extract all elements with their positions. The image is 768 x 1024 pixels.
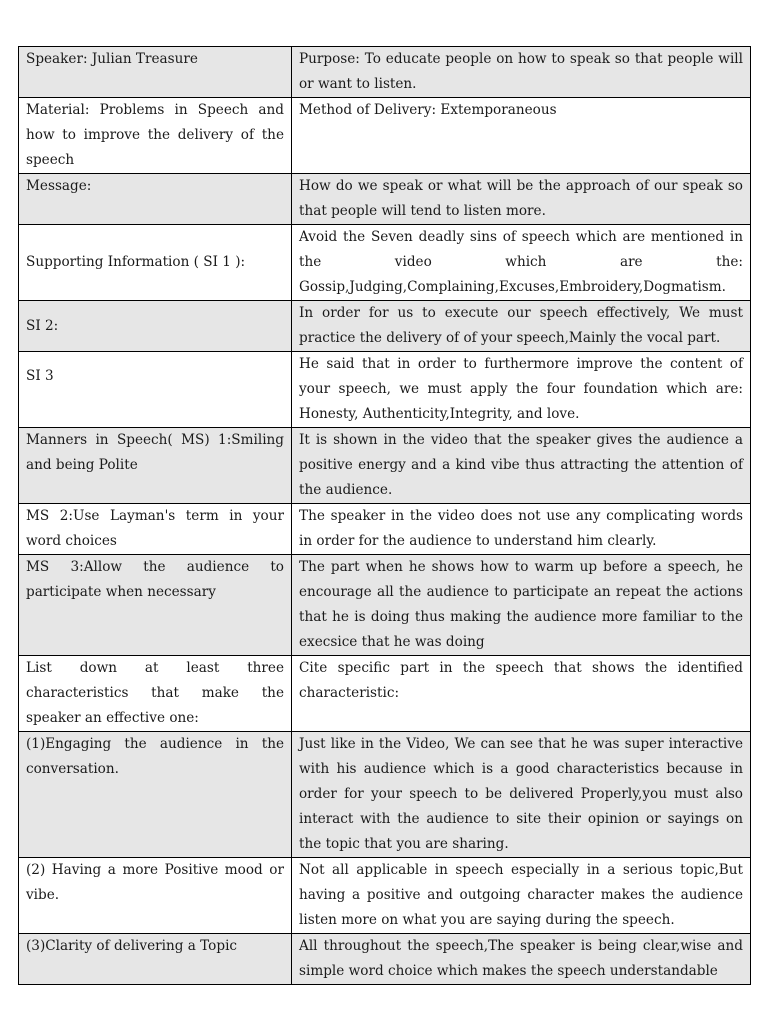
cell-text: The speaker in the video does not use any complicating words in order for the audience to understand him clearly. [299, 508, 743, 549]
table-cell-label [19, 225, 292, 301]
table-cell-value [292, 47, 751, 98]
table-row [19, 732, 751, 858]
cell-text: Avoid the Seven deadly sins of speech which are mentioned in the video which are the: Gossip,Judging,Complaining,Excuses,Embroidery,Dogmatism. [299, 229, 743, 295]
table-row [19, 858, 751, 934]
table-cell-label [19, 934, 292, 985]
table-row [19, 47, 751, 98]
table-cell-label [19, 352, 292, 428]
table-cell-label [19, 301, 292, 352]
table-cell-value [292, 428, 751, 504]
table-cell-value [292, 555, 751, 656]
cell-text: Method of Delivery: Extemporaneous [299, 102, 557, 118]
table-cell-label [19, 656, 292, 732]
table-cell-value [292, 352, 751, 428]
cell-text: (3)Clarity of delivering a Topic [26, 938, 238, 954]
cell-text: Message: [26, 178, 92, 194]
table-cell-label [19, 858, 292, 934]
table-row [19, 656, 751, 732]
table-row [19, 301, 751, 352]
cell-text: Not all applicable in speech especially in a serious topic,But having a positive and outgoing character makes the audience listen more on what you are saying during the speech. [299, 862, 743, 928]
cell-text: List down at least three characteristics that make the speaker an effective one: [26, 660, 284, 726]
cell-text: SI 2: [26, 317, 59, 334]
table-cell-label [19, 732, 292, 858]
table-cell-label [19, 98, 292, 174]
cell-text: He said that in order to furthermore improve the content of your speech, we must apply the four foundation which are: Honesty, Authenticity,Integrity, and love. [299, 356, 743, 422]
table-cell-label [19, 174, 292, 225]
cell-text: (1)Engaging the audience in the conversation. [26, 736, 284, 777]
cell-text: Supporting Information ( SI 1 ): [26, 254, 246, 270]
table-cell-value [292, 858, 751, 934]
table-cell-value [292, 174, 751, 225]
cell-text: Cite specific part in the speech that shows the identified characteristic: [299, 660, 743, 701]
table-row [19, 428, 751, 504]
cell-text: In order for us to execute our speech effectively, We must practice the delivery of of your speech,Mainly the vocal part. [299, 305, 743, 346]
table-cell-value [292, 934, 751, 985]
table-cell-value [292, 656, 751, 732]
table-cell-value [292, 732, 751, 858]
cell-text: Just like in the Video, We can see that he was super interactive with his audience which is a good characteristics because in order for your speech to be delivered Properly,you must also interact with the audience to site their opinion or sayings on the topic that you are sharing. [299, 736, 743, 852]
speech-analysis-table [18, 46, 751, 985]
table-cell-label [19, 555, 292, 656]
cell-text: MS 3:Allow the audience to participate when necessary [26, 559, 284, 600]
table-row [19, 98, 751, 174]
table-cell-value [292, 98, 751, 174]
cell-text: It is shown in the video that the speaker gives the audience a positive energy and a kind vibe thus attracting the attention of the audience. [299, 432, 743, 498]
cell-text: How do we speak or what will be the approach of our speak so that people will tend to listen more. [299, 178, 743, 219]
table-row [19, 352, 751, 428]
cell-text: The part when he shows how to warm up before a speech, he encourage all the audience to participate an repeat the actions that he is doing thus making the audience more familiar to the execsice that he was doing [299, 559, 743, 650]
table-cell-label [19, 47, 292, 98]
table-row [19, 174, 751, 225]
table-cell-value [292, 301, 751, 352]
cell-text: MS 2:Use Layman's term in your word choices [26, 508, 284, 549]
cell-text: (2) Having a more Positive mood or vibe. [26, 862, 284, 903]
table-cell-value [292, 504, 751, 555]
cell-text: Material: Problems in Speech and how to improve the delivery of the speech [26, 102, 284, 168]
table-row [19, 555, 751, 656]
cell-text: All throughout the speech,The speaker is being clear,wise and simple word choice which makes the speech understandable [299, 938, 743, 979]
cell-text: SI 3 [26, 368, 54, 384]
table-row [19, 934, 751, 985]
cell-text: Manners in Speech( MS) 1:Smiling and being Polite [26, 432, 284, 473]
table-cell-label [19, 428, 292, 504]
table-row [19, 225, 751, 301]
cell-text: Purpose: To educate people on how to speak so that people will or want to listen. [299, 51, 743, 92]
table-cell-label [19, 504, 292, 555]
table-row [19, 504, 751, 555]
table-cell-value [292, 225, 751, 301]
cell-text: Speaker: Julian Treasure [26, 51, 198, 67]
